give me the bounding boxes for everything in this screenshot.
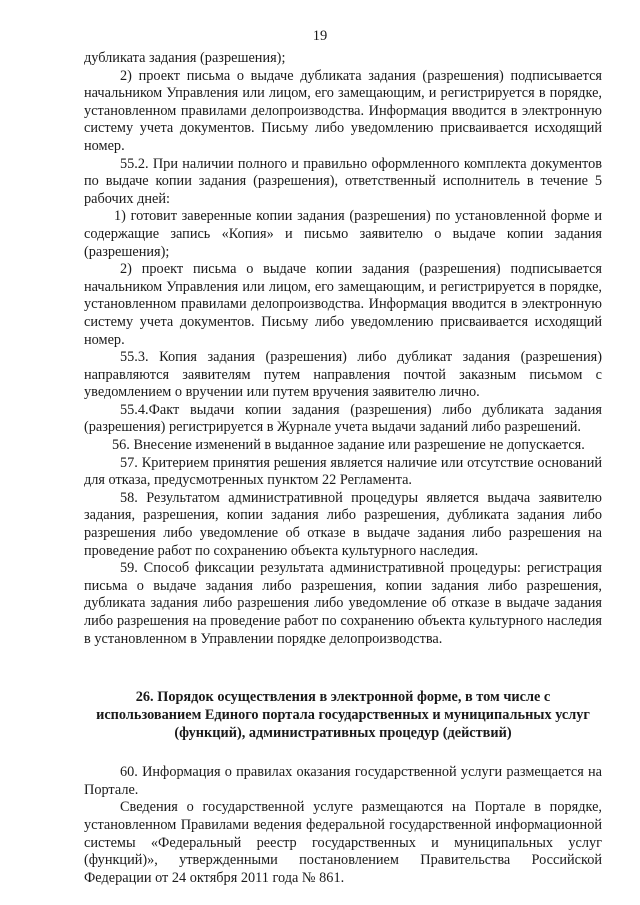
- document-body: [84, 50, 602, 887]
- paragraph-55-3: 55.3. Копия задания (разрешения) либо дубликат задания (разрешения) направляются заявителям путем направления почтой заказным письмом с уведомлением о вручении или путем вручения заявителю лично.: [84, 349, 602, 401]
- paragraph-55-1-item-2: 2) проект письма о выдаче дубликата задания (разрешения) подписывается начальником Управления или лицом, его замещающим, и регистрируется в порядке, установленном правилами делопроизводства. Информация вводится в электронную систему учета документов. Письму либо уведомлению присваивается исходящий номер.: [84, 67, 602, 154]
- paragraph-59: 59. Способ фиксации результата административной процедуры: регистрация письма о выдаче задания либо разрешения, копии задания либо разрешения, дубликата задания либо разрешения либо уведомление об отказе в выдаче задания либо разрешения на проведение работ по сохранению объекта культурного наследия в установленном в Управлении порядке делопроизводства.: [84, 560, 602, 647]
- page-number: 19: [312, 28, 328, 44]
- section-heading: 26. Порядок осуществления в электронной форме, в том числе с использованием Единого портала государственных и муниципальных услуг (функций), административных процедур (действий): [96, 689, 590, 742]
- paragraph-55-2: 55.2. При наличии полного и правильно оформленного комплекта документов по выдаче копии задания (разрешения), ответственный исполнитель в течение 5 рабочих дней:: [84, 155, 602, 207]
- paragraph-continuation: дубликата задания (разрешения);: [84, 50, 286, 66]
- paragraph-55-4: 55.4.Факт выдачи копии задания (разрешения) либо дубликата задания (разрешения) регистрируется в Журнале учета выдачи заданий либо разрешений.: [84, 401, 602, 436]
- paragraph-56: 56. Внесение изменений в выданное задание или разрешение не допускается.: [112, 437, 585, 454]
- paragraph-60-details: Сведения о государственной услуге размещаются на Портале в порядке, установленном Правилами ведения федеральной государственной информационной системы «Федеральный реестр государственных и муниципальных услуг (функций)», утвержденными постановлением Правительства Российской Федерации от 24 октября 2011 года № 861.: [84, 799, 602, 886]
- paragraph-55-2-item-2: 2) проект письма о выдаче копии задания (разрешения) подписывается начальником Управления или лицом, его замещающим, и регистрируется в порядке, установленном правилами делопроизводства. Информация вводится в электронную систему учета документов. Письму либо уведомлению присваивается исходящий номер.: [84, 261, 602, 348]
- paragraph-55-2-item-1: 1) готовит заверенные копии задания (разрешения) по установленной форме и содержащие запись «Копия» и письмо заявителю о выдаче копии задания (разрешения);: [84, 208, 602, 260]
- paragraph-58: 58. Результатом административной процедуры является выдача заявителю задания, разрешения, копии задания либо разрешения, дубликата задания либо разрешения либо уведомление об отказе в выдаче задания либо разрешения на проведение работ по сохранению объекта культурного наследия.: [84, 489, 602, 559]
- paragraph-57: 57. Критерием принятия решения является наличие или отсутствие оснований для отказа, предусмотренных пунктом 22 Регламента.: [84, 454, 602, 489]
- paragraph-60: 60. Информация о правилах оказания государственной услуги размещается на Портале.: [84, 764, 602, 798]
